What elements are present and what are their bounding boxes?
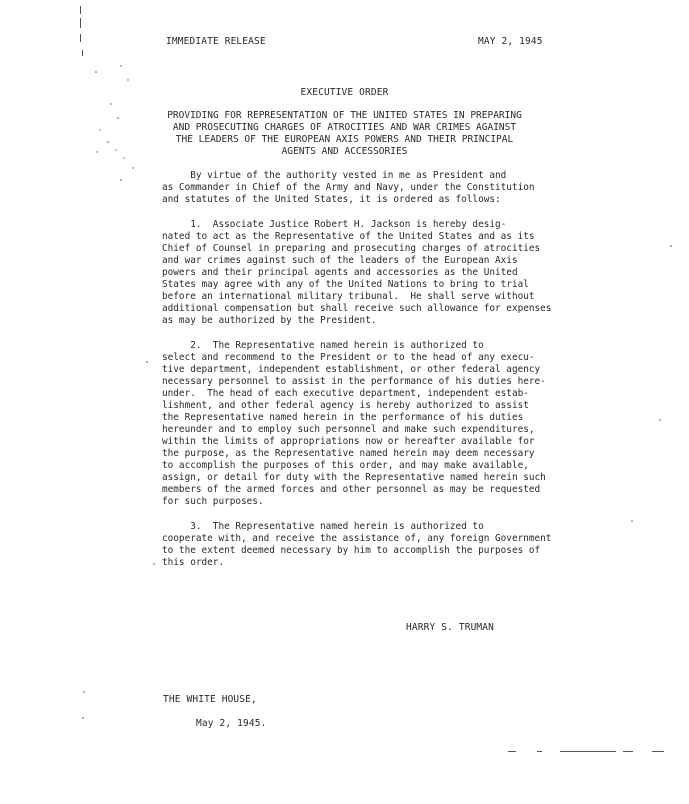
text-line: By virtue of the authority vested in me as President and bbox=[162, 170, 507, 181]
signing-date: May 2, 1945. bbox=[196, 718, 267, 729]
text-line: the Representative named herein in the performance of his duties bbox=[162, 412, 524, 423]
text-line: and statutes of the United States, it is ordered as follows: bbox=[162, 194, 501, 205]
text-line: this order. bbox=[162, 557, 225, 568]
text-line: members of the armed forces and other personnel as may be requested bbox=[162, 484, 541, 495]
text-line: for such purposes. bbox=[162, 496, 264, 507]
text-line: additional compensation but shall receive such allowance for expenses bbox=[162, 303, 552, 314]
subtitle-line: AGENTS AND ACCESSORIES bbox=[281, 146, 408, 157]
text-line: tive department, independent establishment, or other federal agency bbox=[162, 364, 541, 375]
text-line: powers and their principal agents and accessories as the United bbox=[162, 267, 518, 278]
text-line: to accomplish the purposes of this order, and may make available, bbox=[162, 460, 529, 471]
text-line: assign, or detail for duty with the Representative named herein such bbox=[162, 472, 546, 483]
text-line: 3. The Representative named herein is authorized to bbox=[162, 521, 484, 532]
text-line: and war crimes against such of the leaders of the European Axis bbox=[162, 255, 518, 266]
document-title: EXECUTIVE ORDER bbox=[300, 87, 389, 98]
text-line: to the extent deemed necessary by him to accomplish the purposes of bbox=[162, 545, 541, 556]
text-line: as Commander in Chief of the Army and Navy, under the Constitution bbox=[162, 182, 535, 193]
text-line: cooperate with, and receive the assistance of, any foreign Government bbox=[162, 533, 552, 544]
text-line: Chief of Counsel in preparing and prosecuting charges of atrocities bbox=[162, 243, 541, 254]
text-line: under. The head of each executive department, independent estab- bbox=[162, 388, 529, 399]
text-line: as may be authorized by the President. bbox=[162, 315, 377, 326]
subtitle-line: AND PROSECUTING CHARGES OF ATROCITIES AND WAR CRIMES AGAINST bbox=[172, 122, 517, 133]
release-date: MAY 2, 1945 bbox=[478, 36, 543, 47]
signature: HARRY S. TRUMAN bbox=[406, 622, 495, 633]
text-line: within the limits of appropriations now or hereafter available for bbox=[162, 436, 535, 447]
signing-place: THE WHITE HOUSE, bbox=[163, 694, 257, 705]
text-line: necessary personnel to assist in the performance of his duties here- bbox=[162, 376, 546, 387]
text-line: lishment, and other federal agency is hereby authorized to assist bbox=[162, 400, 529, 411]
release-label: IMMEDIATE RELEASE bbox=[166, 36, 266, 47]
text-line: States may agree with any of the United Nations to bring to trial bbox=[162, 279, 529, 290]
subtitle-line: PROVIDING FOR REPRESENTATION OF THE UNITED STATES IN PREPARING bbox=[167, 110, 522, 121]
text-line: 2. The Representative named herein is authorized to bbox=[162, 340, 484, 351]
text-line: 1. Associate Justice Robert H. Jackson is hereby desig- bbox=[162, 219, 507, 230]
text-line: nated to act as the Representative of the United States and as its bbox=[162, 231, 535, 242]
text-line: the purpose, as the Representative named herein may deem necessary bbox=[162, 448, 535, 459]
text-line: hereunder and to employ such personnel and make such expenditures, bbox=[162, 424, 535, 435]
text-line: select and recommend to the President or to the head of any execu- bbox=[162, 352, 535, 363]
subtitle-line: THE LEADERS OF THE EUROPEAN AXIS POWERS AND THEIR PRINCIPAL bbox=[175, 134, 514, 145]
text-line: before an international military tribunal. He shall serve without bbox=[162, 291, 535, 302]
